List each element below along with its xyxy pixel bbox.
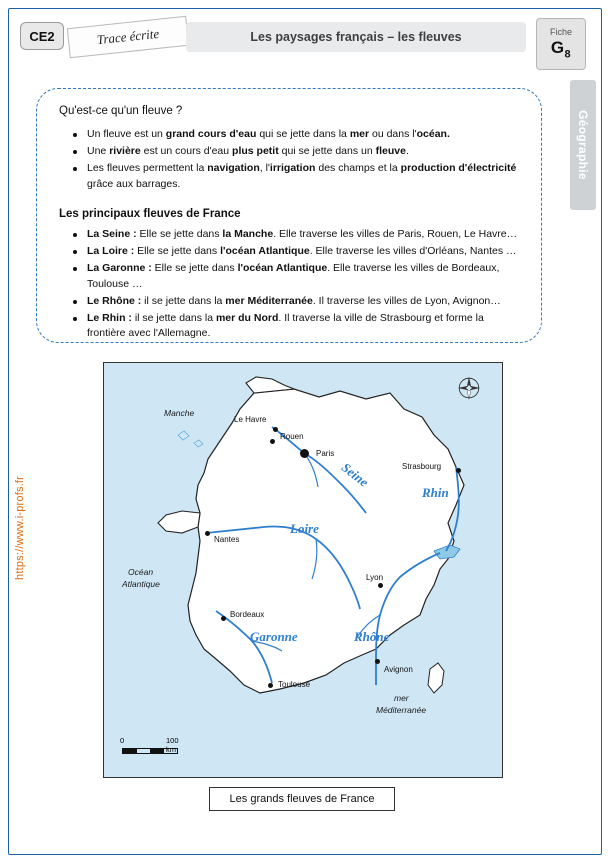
sea-label-ocean: Océan [128, 567, 154, 577]
lesson-question: Qu'est-ce qu'un fleuve ? [59, 105, 183, 117]
city-label-strasbourg: Strasbourg [402, 462, 442, 471]
list-item: Les fleuves permettent la navigation, l'irrigation des champs et la production d'électricité grâce aux barrages. [57, 161, 521, 191]
city-label-avignon: Avignon [384, 665, 413, 674]
list-item: La Seine : Elle se jette dans la Manche. Elle traverse les villes de Paris, Rouen, Le Havre… [57, 227, 521, 242]
river-label-seine: Seine [338, 459, 372, 490]
river-label-garonne: Garonne [250, 629, 298, 644]
definition-list [57, 127, 521, 192]
map-graphic [104, 363, 503, 778]
source-url: https://www.i-profs.fr [14, 475, 26, 580]
list-item: Le Rhône : il se jette dans la mer Méditerranée. Il traverse les villes de Lyon, Avignon… [57, 294, 521, 309]
fiche-badge [536, 18, 586, 70]
fiche-code-sub: 8 [564, 48, 572, 61]
city-dot-le-havre [273, 427, 278, 432]
level-badge: CE2 [20, 22, 64, 50]
list-item: La Garonne : Elle se jette dans l'océan Atlantique. Elle traverse les villes de Bordeaux, Toulouse … [57, 261, 521, 291]
scale-value-label: 100 km [166, 736, 179, 754]
city-dot-rouen [270, 439, 275, 444]
river-label-rhone: Rhône [354, 629, 390, 644]
city-label-le-havre: Le Havre [234, 415, 267, 424]
sea-label-manche: Manche [164, 408, 195, 418]
city-dot-nantes [205, 531, 210, 536]
list-item: Un fleuve est un grand cours d'eau qui se jette dans la mer ou dans l'océan. [57, 127, 521, 142]
map-scale [120, 736, 179, 754]
city-dot-avignon [375, 659, 380, 664]
sea-label-mer: mer [394, 693, 409, 703]
city-label-toulouse: Toulouse [278, 680, 311, 689]
map-of-france [103, 362, 503, 778]
city-dot-toulouse [268, 683, 273, 688]
subject-tab [570, 80, 596, 210]
city-dot-strasbourg [456, 468, 461, 473]
fiche-code [551, 38, 571, 60]
fiche-label: Fiche [549, 27, 572, 38]
sea-label-mediterranee: Méditerranée [376, 705, 427, 715]
trace-ecrite-label: Trace écrite [67, 16, 189, 58]
river-label-rhin: Rhin [422, 485, 449, 500]
city-dot-bordeaux [221, 616, 226, 621]
section-title: Les principaux fleuves de France [59, 207, 241, 220]
city-label-nantes: Nantes [214, 535, 240, 544]
map-caption: Les grands fleuves de France [209, 787, 395, 811]
fiche-code-main: G [550, 38, 565, 58]
city-label-paris: Paris [316, 449, 335, 458]
city-dot-lyon [378, 583, 383, 588]
scale-zero-label: 0 [120, 736, 125, 745]
list-item: Le Rhin : il se jette dans la mer du Nord. Il traverse la ville de Strasbourg et forme la frontière avec l'Allemagne. [57, 311, 521, 341]
list-item: La Loire : Elle se jette dans l'océan Atlantique. Elle traverse les villes d'Orléans, Nantes … [57, 244, 521, 259]
rivers-list [57, 227, 521, 342]
river-label-loire: Loire [290, 521, 319, 536]
city-label-lyon: Lyon [366, 573, 384, 582]
compass-icon [454, 373, 484, 403]
lesson-box [36, 88, 542, 343]
page-title: Les paysages français – les fleuves [186, 22, 526, 52]
subject-tab-label: Géographie [576, 110, 590, 180]
city-label-bordeaux: Bordeaux [230, 610, 265, 619]
city-label-rouen: Rouen [280, 432, 304, 441]
list-item: Une rivière est un cours d'eau plus petit qui se jette dans un fleuve. [57, 144, 521, 159]
sea-label-atlantique: Atlantique [122, 579, 160, 589]
city-dot-paris [300, 449, 309, 458]
